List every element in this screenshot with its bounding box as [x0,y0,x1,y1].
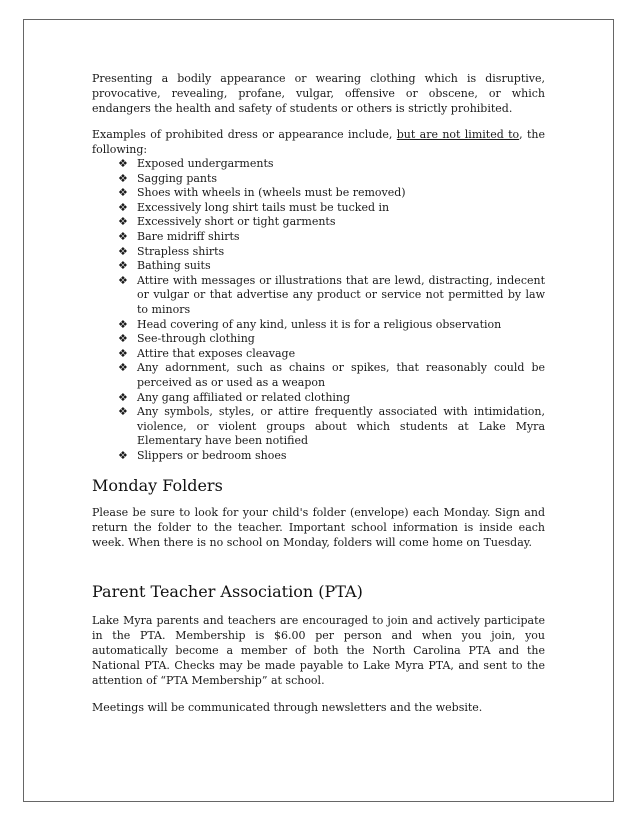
prohibited-item [118,259,545,274]
monday-folders-heading: Monday Folders [92,476,223,496]
prohibited-item-text: Exposed undergarments [137,157,274,170]
diamond-bullet-icon: ❖ [118,317,128,331]
page-content [92,71,545,715]
prohibited-item-text: Any adornment, such as chains or spikes, that reasonably could be perceived as or used as a weapon [137,361,545,389]
examples-lead-end: , the following: [92,128,545,156]
prohibited-item-text: Attire with messages or illustrations that are lewd, distracting, indecent or vulgar or that advertise any product or service not permitted by law to minors [137,273,545,316]
diamond-bullet-icon: ❖ [118,171,128,185]
pta-heading: Parent Teacher Association (PTA) [92,582,363,602]
prohibited-item-text: Shoes with wheels in (wheels must be removed) [137,186,406,200]
diamond-bullet-icon: ❖ [118,390,128,404]
prohibited-item [118,318,545,333]
diamond-bullet-icon: ❖ [118,157,128,170]
diamond-bullet-icon: ❖ [118,332,128,346]
prohibited-item [118,245,545,260]
examples-lead-start: Examples of prohibited dress or appearance include, [92,128,397,141]
dress-code-intro: Presenting a bodily appearance or wearing clothing which is disruptive, provocative, revealing, profane, vulgar, offensive or obscene, or which endangers the health and safety of students or others is strictly prohibited. [92,72,545,115]
prohibited-item [118,230,545,245]
diamond-bullet-icon: ❖ [118,361,128,375]
pta-body: Lake Myra parents and teachers are encouraged to join and actively participate in the PTA. Membership is $6.00 per person and when you join, you automatically become a member of both the North Carolina PTA and the National PTA. Checks may be made payable to Lake Myra PTA, and sent to the attention of “PTA Membership” at school. [92,614,545,688]
pta-meetings: Meetings will be communicated through newsletters and the website. [92,701,483,715]
diamond-bullet-icon: ❖ [118,259,128,273]
examples-lead [92,127,545,157]
prohibited-item [118,172,545,187]
prohibited-item [118,201,545,216]
diamond-bullet-icon: ❖ [118,273,128,287]
monday-folders-body: Please be sure to look for your child's folder (envelope) each Monday. Sign and return the folder to the teacher. Important school information is inside each week. When there is no school on Monday, folders will come home on Tuesday. [92,506,545,550]
prohibited-item-text: Attire that exposes cleavage [137,346,296,360]
diamond-bullet-icon: ❖ [118,186,128,200]
prohibited-item-text: Head covering of any kind, unless it is for a religious observation [137,317,502,331]
prohibited-item [118,186,545,201]
prohibited-item [118,405,545,449]
prohibited-item-text: Excessively long shirt tails must be tucked in [137,200,390,214]
prohibited-item [118,449,545,464]
prohibited-item [118,332,545,347]
prohibited-item-text: Strapless shirts [137,244,225,258]
examples-lead-underlined: but are not limited to [396,128,520,141]
prohibited-item [118,391,545,406]
prohibited-item-text: Any gang affiliated or related clothing [137,390,351,404]
diamond-bullet-icon: ❖ [118,346,128,360]
prohibited-item [118,274,545,318]
prohibited-item-text: Any symbols, styles, or attire frequently associated with intimidation, violence, or violent groups about which students at Lake Myra Elementary have been notified [137,405,545,448]
diamond-bullet-icon: ❖ [118,448,128,462]
prohibited-items-list [92,157,545,463]
prohibited-item-text: See-through clothing [137,332,255,346]
diamond-bullet-icon: ❖ [118,229,128,243]
diamond-bullet-icon: ❖ [118,405,128,419]
prohibited-item-text: Slippers or bedroom shoes [137,448,287,462]
prohibited-item-text: Bathing suits [137,259,211,273]
prohibited-item [118,215,545,230]
prohibited-item [118,157,545,172]
prohibited-item-text: Bare midriff shirts [137,229,240,243]
prohibited-item-text: Sagging pants [137,171,218,185]
diamond-bullet-icon: ❖ [118,215,128,229]
prohibited-item [118,347,545,362]
prohibited-item-text: Excessively short or tight garments [137,215,336,229]
diamond-bullet-icon: ❖ [118,200,128,214]
diamond-bullet-icon: ❖ [118,244,128,258]
prohibited-item [118,361,545,390]
